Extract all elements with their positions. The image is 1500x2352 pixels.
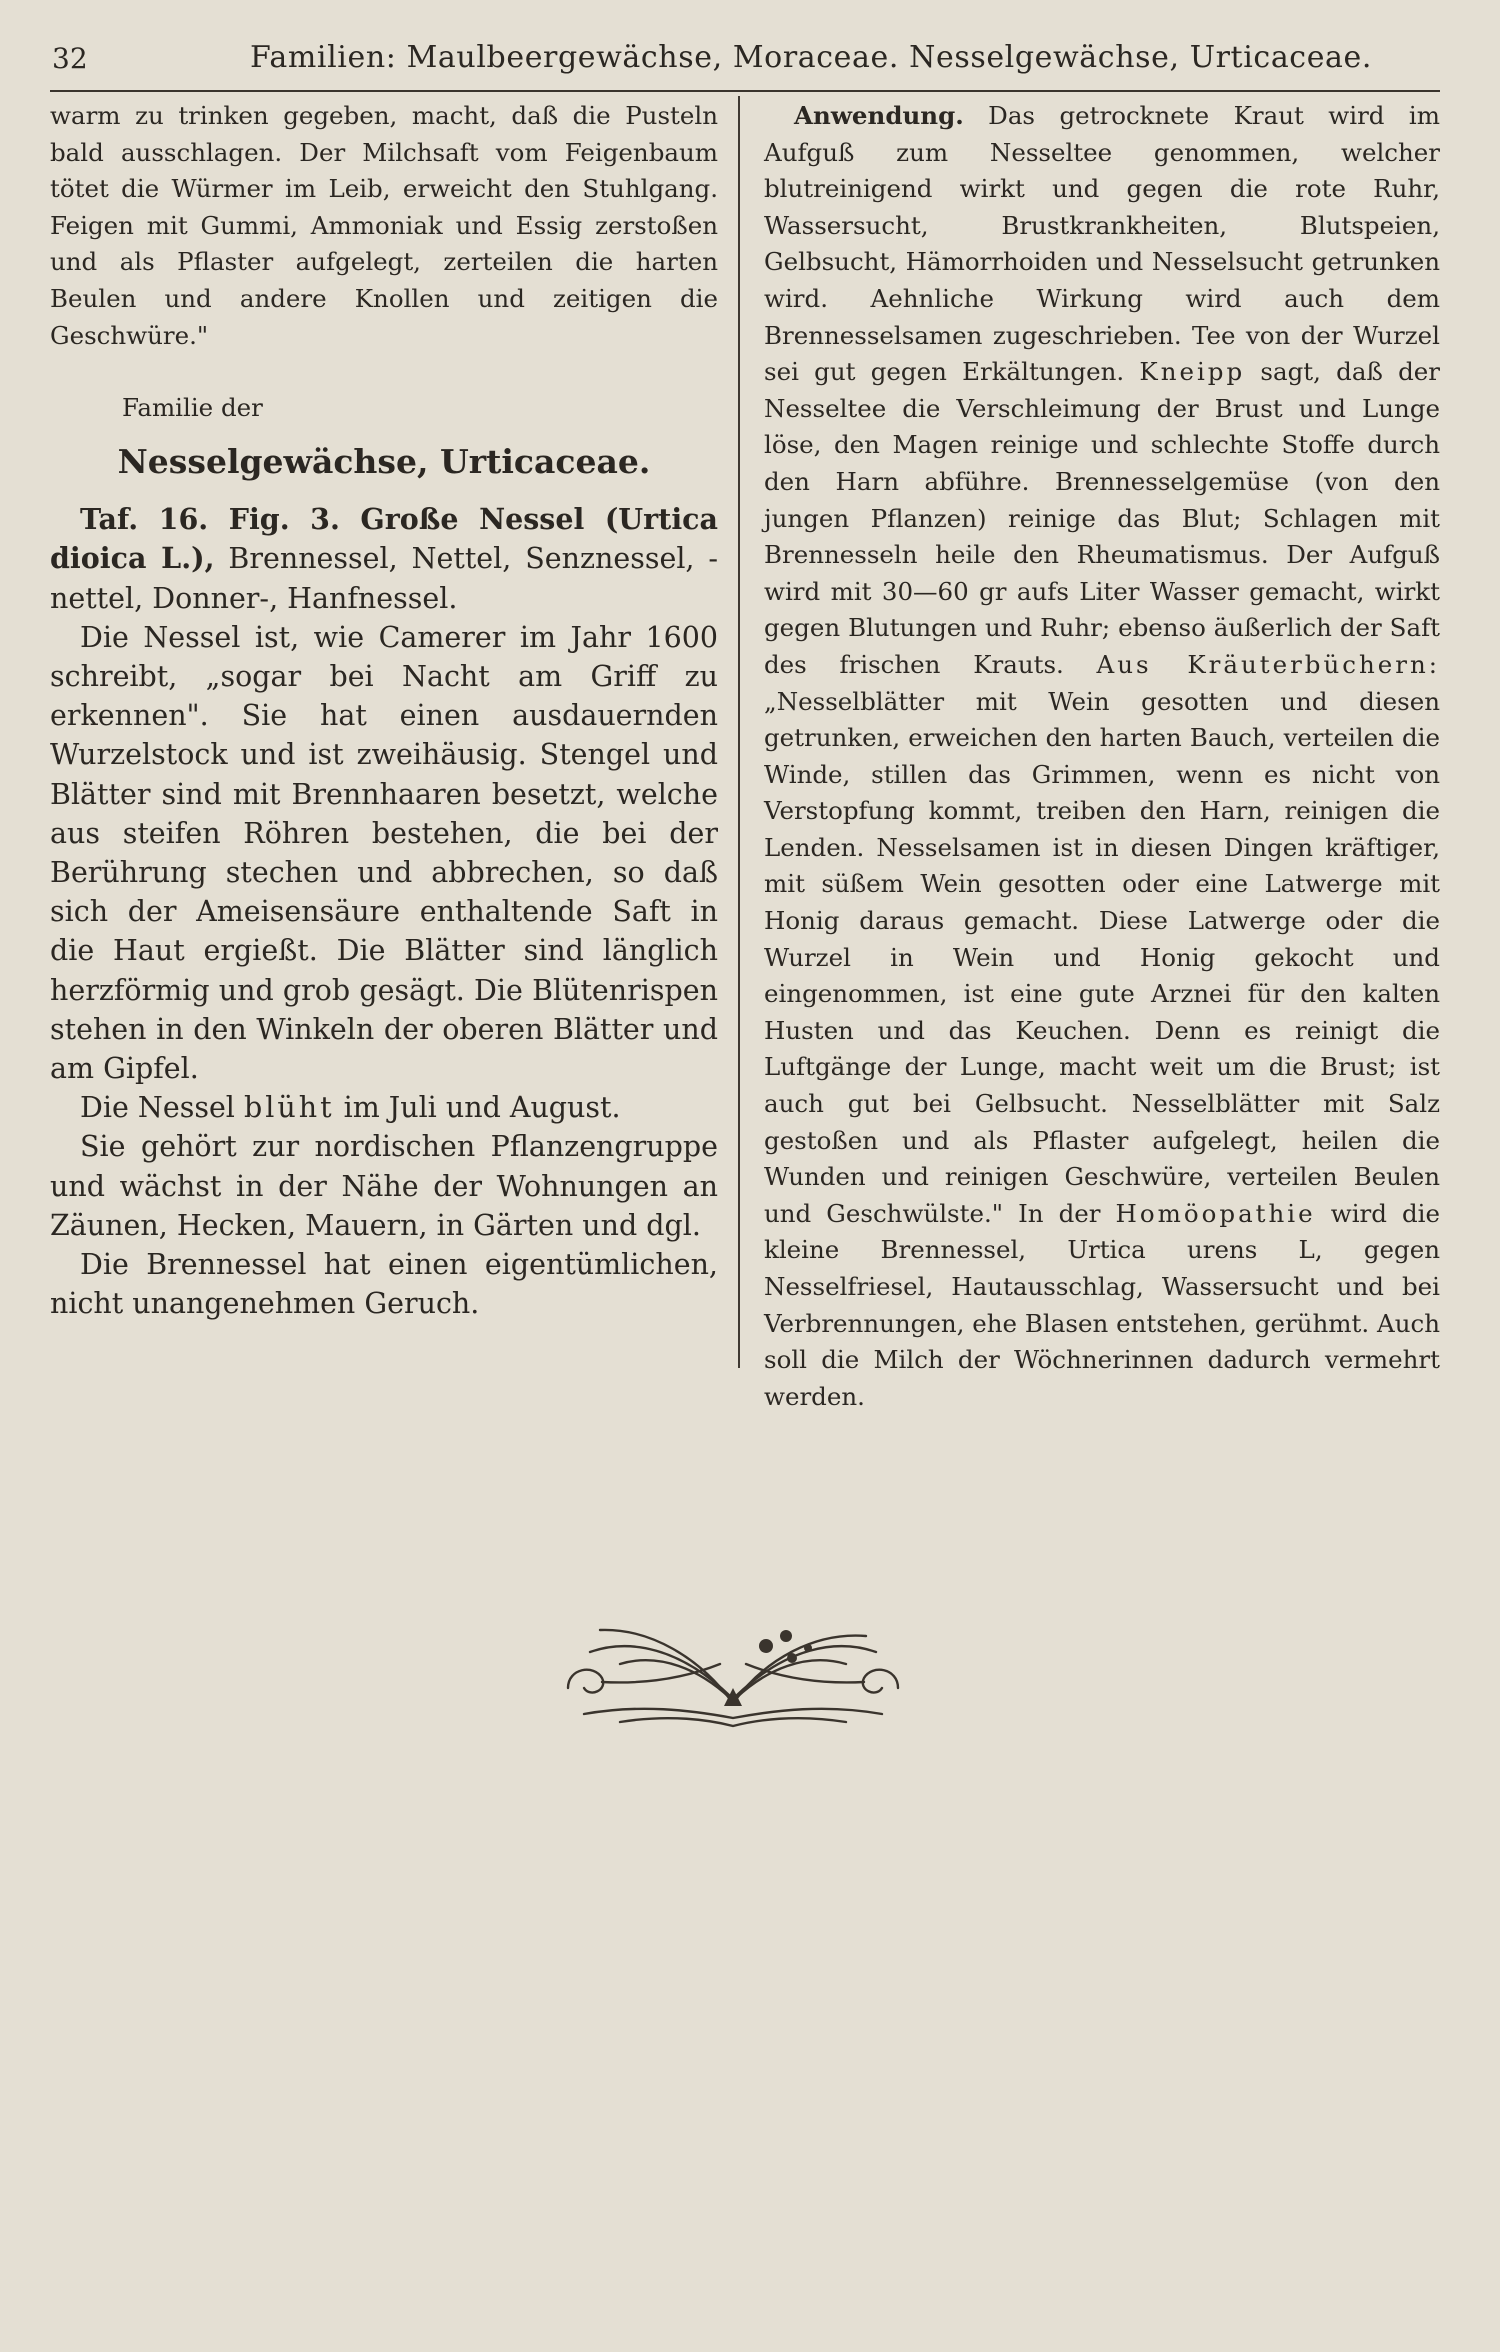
usage-text-3: „Nesselblätter mit Wein gesotten und diesen getrunken, erweichen den harten Bauch, verteilen die Winde, stillen das Grimmen, wenn es nicht von Verstopfung kommt, treiben den Harn, reinigen die Lenden. Nesselsamen ist in diesen Dingen kräftiger, mit süßem Wein gesotten oder eine Latwerge mit Honig daraus gemacht. Diese Latwerge oder die Wurzel in Wein und Honig gekocht und eingenommen, ist eine gute Arznei für den kalten Husten und das Keuchen. Denn es reinigt die Luftgänge der Lunge, macht weit um die Brust; ist auch gut bei Gelbsucht. Nesselblätter mit Salz gestoßen und als Pflaster aufgelegt, heilen die Wunden und reinigen Geschwüre, verteilen Beulen und Geschwülste." In der xyxy=(764,686,1440,1228)
habitat-paragraph: Sie gehört zur nordischen Pflanzengruppe und wächst in der Nähe der Wohnungen an Zäunen, Hecken, Mauern, in Gärten und dgl. xyxy=(50,1130,718,1242)
column-divider xyxy=(738,96,740,1368)
usage-text-4: wird die kleine Brennessel, Urtica urens L, gegen Nesselfriesel, Hautausschlag, Wassersucht und bei Verbrennungen, ehe Blasen entstehen, gerühmt. Auch soll die Milch der Wöchnerinnen dadurch vermehrt werden. xyxy=(764,1198,1440,1411)
smell-paragraph: Die Brennessel hat einen eigentümlichen, nicht unangenehmen Geruch. xyxy=(50,1248,718,1321)
flowering-text-end: im Juli und August. xyxy=(334,1091,621,1125)
usage-text-2: sagt, daß der Nesseltee die Verschleimung der Brust und Lunge löse, den Magen reinige und schlechte Stoffe durch den Harn abführe. Brennesselgemüse (von den jungen Pflanzen) reinige das Blut; Schlagen mit Brennesseln heile den Rheumatismus. Der Aufguß wird mit 30—60 gr aufs Liter Wasser gemacht, wirkt gegen Blutungen und Ruhr; ebenso äußerlich der Saft des frischen Krauts. xyxy=(764,357,1440,679)
usage-paragraph xyxy=(764,98,1440,1415)
usage-term: Anwendung. xyxy=(794,101,964,130)
usage-text-1: Das getrocknete Kraut wird im Aufguß zum Nesseltee genommen, welcher blutreinigend wirkt und gegen die rote Ruhr, Wassersucht, Brustkrankheiten, Blutspeien, Gelbsucht, Hämorrhoiden und Nesselsucht getrunken wird. Aehnliche Wirkung wird auch dem Brennesselsamen zugeschrieben. Tee von der Wurzel sei gut gegen Erkältungen. xyxy=(764,101,1440,387)
continued-paragraph: warm zu trinken gegeben, macht, daß die Pusteln bald ausschlagen. Der Milchsaft vom Feigenbaum tötet die Würmer im Leib, erweicht den Stuhlgang. Feigen mit Gummi, Ammoniak und Essig zerstoßen und als Pflaster aufgelegt, zerteilen die harten Beulen und andere Knollen und zeitigen die Geschwüre." xyxy=(50,101,718,350)
page-header xyxy=(50,38,1440,92)
left-column xyxy=(50,98,718,1323)
page-number: 32 xyxy=(52,42,88,75)
flowering-keyword: blüht xyxy=(244,1091,335,1125)
species-entry xyxy=(50,500,718,618)
family-label: Familie der xyxy=(122,393,263,423)
right-column xyxy=(764,98,1440,1415)
floral-vignette-icon xyxy=(560,1618,906,1734)
flowering-paragraph xyxy=(50,1088,718,1127)
family-title: Nesselgewächse, Urticaceae. xyxy=(117,442,651,482)
running-title: Familien: Maulbeergewächse, Moraceae. Nesselgewächse, Urticaceae. xyxy=(250,40,1373,75)
species-heading: Taf. 16. Fig. 3. Große Nessel (Urtica dioica L.), xyxy=(50,502,718,576)
kneipp-name: Kneipp xyxy=(1139,357,1246,387)
homeopathy-label: Homöopathie xyxy=(1115,1198,1316,1228)
description-paragraph: Die Nessel ist, wie Camerer im Jahr 1600 schreibt, „sogar bei Nacht am Griff zu erkennen". Sie hat einen ausdauernden Wurzelstock und ist zweihäusig. Stengel und Blätter sind mit Brennhaaren besetzt, welche aus steifen Röhren bestehen, die bei der Berührung stechen und abbrechen, so daß sich der Ameisensäure enthaltende Saft in die Haut ergießt. Die Blätter sind länglich herzförmig und grob gesägt. Die Blütenrispen stehen in den Winkeln der oberen Blätter und am Gipfel. xyxy=(50,620,718,1085)
flowering-text-start: Die Nessel xyxy=(80,1091,244,1125)
species-synonyms: Brennessel, Nettel, Senznessel, -nettel, Donner-, Hanfnessel. xyxy=(50,542,719,615)
herbals-label: Aus Kräuterbüchern: xyxy=(1096,649,1440,679)
